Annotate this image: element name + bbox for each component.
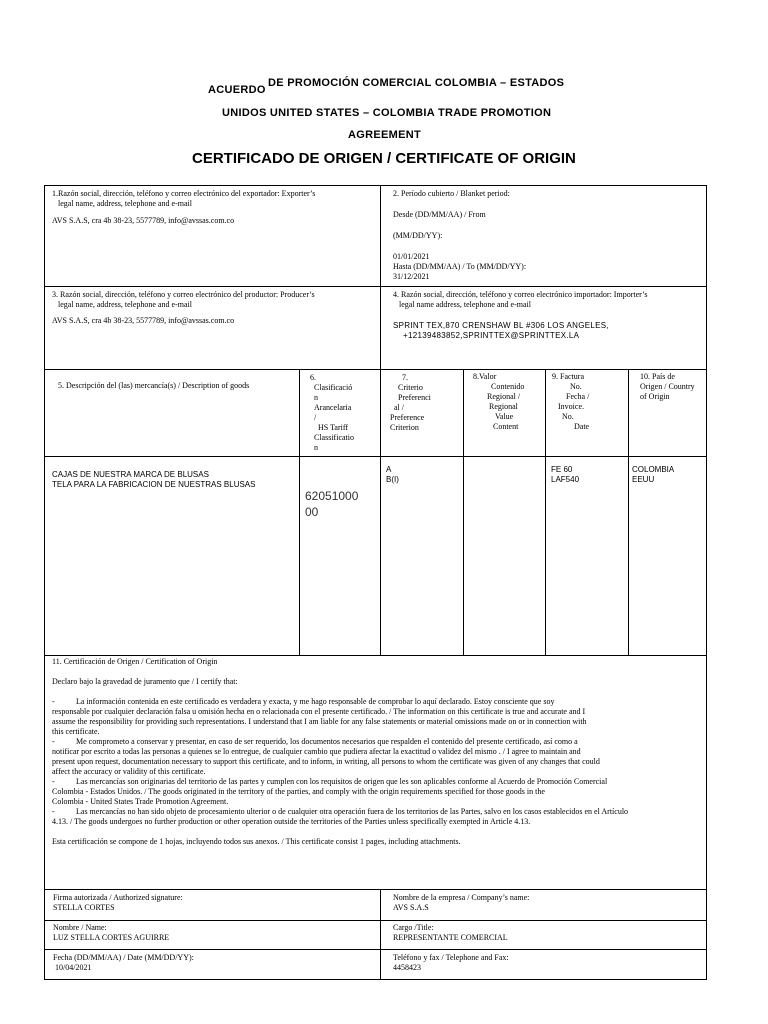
col10-header-line: Origen / Country xyxy=(640,382,695,391)
certification-bullet xyxy=(52,807,702,827)
importer-label-2: legal name address, telephone and e-mail xyxy=(399,300,531,309)
col7-header-line: Criterion xyxy=(390,423,419,432)
exporter-label-2: legal name, address, telephone and e-mail xyxy=(58,199,192,208)
certification-bullet-line: Las mercancías son originarias del territorio de las partes y cumplen con los requisitos de origen que les son aplicables conforme al Acuerdo de Promoción Comercial xyxy=(76,777,608,786)
preference-criterion xyxy=(386,465,399,485)
to-label: Hasta (DD/MM/AA) / To (MM/DD/YY): xyxy=(393,262,527,271)
producer-label-2: legal name, address, telephone and e-mail xyxy=(58,300,192,309)
col9-header-line: Date xyxy=(574,422,590,431)
certification-bullet-line: La información contenida en este certificado es verdadera y exacta, y me hago responsable de comprobar lo aquí declarado. Estoy consciente que soy xyxy=(76,697,555,706)
hs-code xyxy=(305,488,358,520)
country-line: COLOMBIA xyxy=(632,465,675,474)
grid-line xyxy=(44,286,707,287)
grid-line xyxy=(44,920,707,921)
bullet-dash: - xyxy=(52,777,55,786)
country-line: EEUU xyxy=(632,475,655,484)
col9-header xyxy=(552,372,626,432)
grid-line xyxy=(44,185,707,186)
certification-bullet-line: responsable por cualquier declaración falsa u omisión hecha en o relacionada con el presente certificado. / The information on this certificate is true and accurate and I xyxy=(52,707,586,716)
certification-heading: 11. Certificación de Origen / Certification of Origin xyxy=(52,657,218,666)
company-label: Nombre de la empresa / Company’s name: xyxy=(393,893,530,902)
bullet-dash: - xyxy=(52,697,55,706)
grid-line xyxy=(706,185,707,980)
col6-header-line: Classificatio xyxy=(314,433,354,442)
col10-header-line: 10. País de xyxy=(640,372,675,381)
certification-bullet xyxy=(52,777,702,807)
col9-header-line: No. xyxy=(562,412,574,421)
exporter-label: 1.Razón social, dirección, teléfono y correo electrónico del exportador: Exporter’s xyxy=(52,189,316,198)
signature-field xyxy=(53,893,183,913)
col9-header-line: Fecha / xyxy=(566,392,590,401)
phone-label: Teléfono y fax / Telephone and Fax: xyxy=(393,953,509,962)
col9-header-line: Invoice. xyxy=(558,402,584,411)
certification-bullet xyxy=(52,697,702,737)
certification-bullet-line: Colombia - United States Trade Promotion Agreement. xyxy=(52,797,229,806)
col7-header-line: Preferenci xyxy=(398,393,431,402)
signature-label: Firma autorizada / Authorized signature: xyxy=(53,893,183,902)
title-line2: UNIDOS UNITED STATES – COLOMBIA TRADE PROMOTION xyxy=(222,107,552,119)
name-label: Nombre / Name: xyxy=(53,923,107,932)
certification-bullet-line: notificar por escrito a todas las personas a quienes se lo entregue, de cualquier cambio que pudiera afectar la exactitud o validez del mismo . / I agree to maintain and xyxy=(52,747,581,756)
from-format: (MM/DD/YY): xyxy=(393,231,443,240)
col6-header-line: n xyxy=(314,443,318,452)
title-value: REPRESENTANTE COMERCIAL xyxy=(393,933,508,942)
certification-bullet-line: this certificate. xyxy=(52,727,100,736)
certification-bullet-line: affect the accuracy or validity of this certificate. xyxy=(52,767,206,776)
certification-declare: Declaro bajo la gravedad de juramento que / I certify that: xyxy=(52,677,238,686)
col8-header-line: Value xyxy=(495,412,514,421)
grid-line xyxy=(44,949,707,950)
invoice-line: FE 60 xyxy=(551,465,573,474)
grid-line xyxy=(545,369,546,655)
certification-bullet-line: Colombia - Estados Unidos. / The goods originated in the territory of the parties, and comply with the origin requirements specified for those goods in the xyxy=(52,787,545,796)
importer-box xyxy=(393,290,703,341)
grid-line xyxy=(44,889,707,890)
title-line1: DE PROMOCIÓN COMERCIAL COLOMBIA – ESTADOS xyxy=(268,77,565,89)
grid-line xyxy=(463,369,464,655)
date-value: 10/04/2021 xyxy=(55,963,92,972)
company-field xyxy=(393,893,529,913)
col6-header-line: n xyxy=(314,393,318,402)
bullet-dash: - xyxy=(52,737,55,746)
certificate-title: CERTIFICADO DE ORIGEN / CERTIFICATE OF ORIGIN xyxy=(192,150,576,167)
col6-header-line: 6. xyxy=(310,373,316,382)
grid-line xyxy=(380,185,381,369)
col6-header xyxy=(310,373,380,453)
name-value: LUZ STELLA CORTES AGUIRRE xyxy=(53,933,170,942)
grid-line xyxy=(299,369,300,655)
exporter-value: AVS S.A.S, cra 4b 38-23, 5577789, info@avssas.com.co xyxy=(52,216,235,225)
col7-header xyxy=(388,373,462,433)
col8-header-line: Content xyxy=(493,422,519,431)
grid-line xyxy=(380,369,381,655)
col8-header-line: 8.Valor xyxy=(473,372,497,381)
importer-label: 4. Razón social, dirección, teléfono y correo electrónico importador: Importer’s xyxy=(393,290,648,299)
producer-box xyxy=(52,290,376,326)
col8-header-line: Contenido xyxy=(491,382,525,391)
grid-line xyxy=(628,369,629,655)
invoice-number xyxy=(551,465,579,485)
certification-bullet-line: assume the responsibility for providing such representations. I understand that I am liable for any false statements or material omissions made on or in connection with xyxy=(52,717,587,726)
col6-header-line: / xyxy=(314,413,317,422)
col6-header-line: Clasificació xyxy=(314,383,353,392)
grid-line xyxy=(44,655,707,656)
col7-header-line: al / xyxy=(394,403,404,412)
criterion-line: A xyxy=(386,465,392,474)
grid-line xyxy=(44,979,707,980)
producer-value: AVS S.A.S, cra 4b 38-23, 5577789, info@avssas.com.co xyxy=(52,316,235,325)
grid-line xyxy=(44,456,707,457)
from-label: Desde (DD/MM/AA) / From xyxy=(393,210,486,219)
bullet-dash: - xyxy=(52,807,55,816)
importer-value-2: +12139483852,SPRINTTEX@SPRINTTEX.LA xyxy=(403,331,580,340)
to-value: 31/12/2021 xyxy=(393,272,430,281)
certification-bullet-line: Me comprometo a conservar y presentar, en caso de ser requerido, los documentos necesarios que respalden el contenido del presente certificado, así como a xyxy=(76,737,578,746)
certification-section xyxy=(52,657,702,847)
goods-description-line: TELA PARA LA FABRICACION DE NUESTRAS BLUSAS xyxy=(52,480,256,489)
col6-header-line: Arancelaria xyxy=(314,403,352,412)
producer-label: 3. Razón social, dirección, teléfono y correo electrónico del productor: Producer’s xyxy=(52,290,315,299)
certification-bullet-line: 4.13. / The goods undergoes no further production or other operation outside the territories of the Parties unless specifically exempted in Article 4.13. xyxy=(52,817,531,826)
date-field xyxy=(53,953,194,973)
grid-line xyxy=(380,889,381,979)
title-field xyxy=(393,923,508,943)
certification-bullet-line: Las mercancías no han sido objeto de procesamiento ulterior o de cualquier otra operación fuera de los territorios de las Partes, salvo en los casos establecidos en el Artículo xyxy=(76,807,629,816)
certification-pages: Esta certificación se compone de 1 hojas, incluyendo todos sus anexos. / This certificate consist 1 pages, including attachments. xyxy=(52,837,461,846)
grid-line xyxy=(44,369,707,370)
phone-field xyxy=(393,953,509,973)
hs-code-line: 62051000 xyxy=(305,489,359,503)
col5-header: 5. Descripción del (las) mercancía(s) / Description of goods xyxy=(58,381,250,390)
col9-header-line: No. xyxy=(570,382,582,391)
title-label: Cargo /Title: xyxy=(393,923,434,932)
invoice-line: LAF540 xyxy=(551,475,580,484)
name-field xyxy=(53,923,169,943)
col8-header-line: Regional / xyxy=(487,392,521,401)
from-value: 01/01/2021 xyxy=(393,252,430,261)
hs-code-line: 00 xyxy=(305,505,319,519)
goods-description xyxy=(52,470,255,490)
signature-value: STELLA CORTES xyxy=(53,903,115,912)
col8-header xyxy=(473,372,543,432)
criterion-line: B(I) xyxy=(386,475,399,484)
country-of-origin xyxy=(632,465,674,485)
title-prefix: ACUERDO xyxy=(208,84,266,96)
col10-header-line: of Origin xyxy=(640,392,670,401)
exporter-box xyxy=(52,189,376,226)
date-label: Fecha (DD/MM/AA) / Date (MM/DD/YY): xyxy=(53,953,194,962)
certification-bullets xyxy=(52,697,702,827)
col8-header-line: Regional xyxy=(489,402,518,411)
blanket-period-box xyxy=(393,189,703,282)
importer-value: SPRINT TEX,870 CRENSHAW BL #306 LOS ANGELES, xyxy=(393,321,609,330)
col7-header-line: Preference xyxy=(390,413,425,422)
col7-header-line: Criterio xyxy=(398,383,423,392)
goods-description-line: CAJAS DE NUESTRA MARCA DE BLUSAS xyxy=(52,470,209,479)
phone-value: 4458423 xyxy=(393,963,421,972)
title-line3: AGREEMENT xyxy=(348,129,421,141)
col7-header-line: 7. xyxy=(402,373,408,382)
blanket-period-label: 2. Período cubierto / Blanket period: xyxy=(393,189,510,198)
certification-bullet-line: present upon request, documentation necessary to support this certificate, and to inform, in writing, all persons to whom the certificate was given of any changes that could xyxy=(52,757,600,766)
col9-header-line: 9. Factura xyxy=(552,372,584,381)
col6-header-line: HS Tariff xyxy=(318,423,349,432)
col10-header xyxy=(640,372,706,402)
grid-line xyxy=(44,185,45,980)
company-value: AVS S.A.S xyxy=(393,903,429,912)
certification-bullet xyxy=(52,737,702,777)
